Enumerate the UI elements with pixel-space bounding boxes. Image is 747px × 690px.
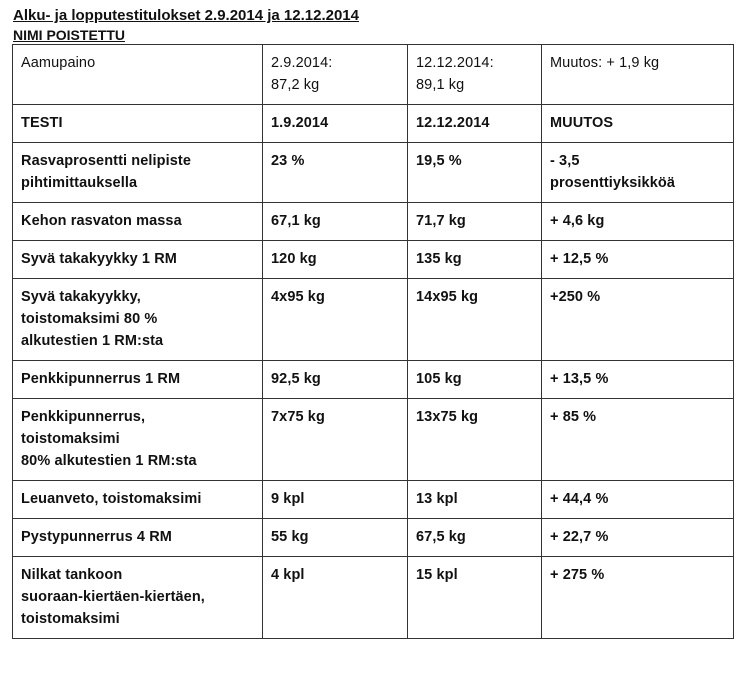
cell-value: 120 kg (271, 251, 317, 267)
column-header (542, 105, 734, 143)
cell-label: Kehon rasvaton massa (21, 213, 182, 229)
table-cell (408, 45, 542, 105)
header-date-end: 12.12.2014 (416, 115, 490, 131)
table-row (13, 361, 734, 399)
cell-value: - 3,5 prosenttiyksikköä (550, 153, 675, 191)
table-header-row (13, 105, 734, 143)
document-title: Alku- ja lopputestitulokset 2.9.2014 ja 12.12.2014 (13, 7, 359, 24)
cell-value: 9 kpl (271, 491, 305, 507)
cell-label: Aamupaino (21, 55, 96, 71)
cell-value: 15 kpl (416, 567, 458, 583)
table-cell (263, 45, 408, 105)
cell-value: 12.12.2014: 89,1 kg (416, 55, 494, 93)
cell-value: 7x75 kg (271, 409, 325, 425)
cell-value: + 12,5 % (550, 251, 609, 267)
table-row (13, 241, 734, 279)
cell-value: 14x95 kg (416, 289, 479, 305)
column-header (13, 105, 263, 143)
cell-value: 55 kg (271, 529, 309, 545)
table-cell (542, 45, 734, 105)
cell-value: + 85 % (550, 409, 597, 425)
cell-label: Pystypunnerrus 4 RM (21, 529, 172, 545)
cell-label: Syvä takakyykky, toistomaksimi 80 % alkutestien 1 RM:sta (21, 289, 164, 349)
cell-label: Leuanveto, toistomaksimi (21, 491, 202, 507)
table-row (13, 203, 734, 241)
cell-value: + 275 % (550, 567, 605, 583)
cell-label: Penkkipunnerrus 1 RM (21, 371, 181, 387)
cell-value: 67,5 kg (416, 529, 466, 545)
cell-label: Rasvaprosentti nelipiste pihtimittauksella (21, 153, 192, 191)
table-row (13, 481, 734, 519)
header-change: MUUTOS (550, 115, 614, 131)
cell-value: 19,5 % (416, 153, 462, 169)
cell-value: + 4,6 kg (550, 213, 605, 229)
cell-value: 13 kpl (416, 491, 458, 507)
column-header (408, 105, 542, 143)
cell-value: 92,5 kg (271, 371, 321, 387)
header-test: TESTI (21, 115, 63, 131)
cell-value: Muutos: + 1,9 kg (550, 55, 660, 71)
table-row (13, 399, 734, 481)
cell-value: + 44,4 % (550, 491, 609, 507)
document-subtitle: NIMI POISTETTU (13, 27, 125, 43)
table-cell (13, 45, 263, 105)
cell-value: 23 % (271, 153, 305, 169)
header-date-start: 1.9.2014 (271, 115, 329, 131)
cell-value: 71,7 kg (416, 213, 466, 229)
cell-value: 13x75 kg (416, 409, 479, 425)
cell-value: + 13,5 % (550, 371, 609, 387)
cell-value: +250 % (550, 289, 601, 305)
table-row-weight (13, 45, 734, 105)
cell-value: 105 kg (416, 371, 462, 387)
column-header (263, 105, 408, 143)
table-row (13, 279, 734, 361)
cell-value: 4 kpl (271, 567, 305, 583)
table-row (13, 519, 734, 557)
cell-label: Penkkipunnerrus, toistomaksimi 80% alkutestien 1 RM:sta (21, 409, 197, 469)
cell-label: Nilkat tankoon suoraan-kiertäen-kiertäen, toistomaksimi (21, 567, 205, 627)
table-row (13, 143, 734, 203)
results-table (12, 44, 734, 639)
table-row (13, 557, 734, 639)
cell-value: 2.9.2014: 87,2 kg (271, 55, 333, 93)
cell-label: Syvä takakyykky 1 RM (21, 251, 177, 267)
cell-value: + 22,7 % (550, 529, 609, 545)
cell-value: 4x95 kg (271, 289, 325, 305)
cell-value: 135 kg (416, 251, 462, 267)
cell-value: 67,1 kg (271, 213, 321, 229)
